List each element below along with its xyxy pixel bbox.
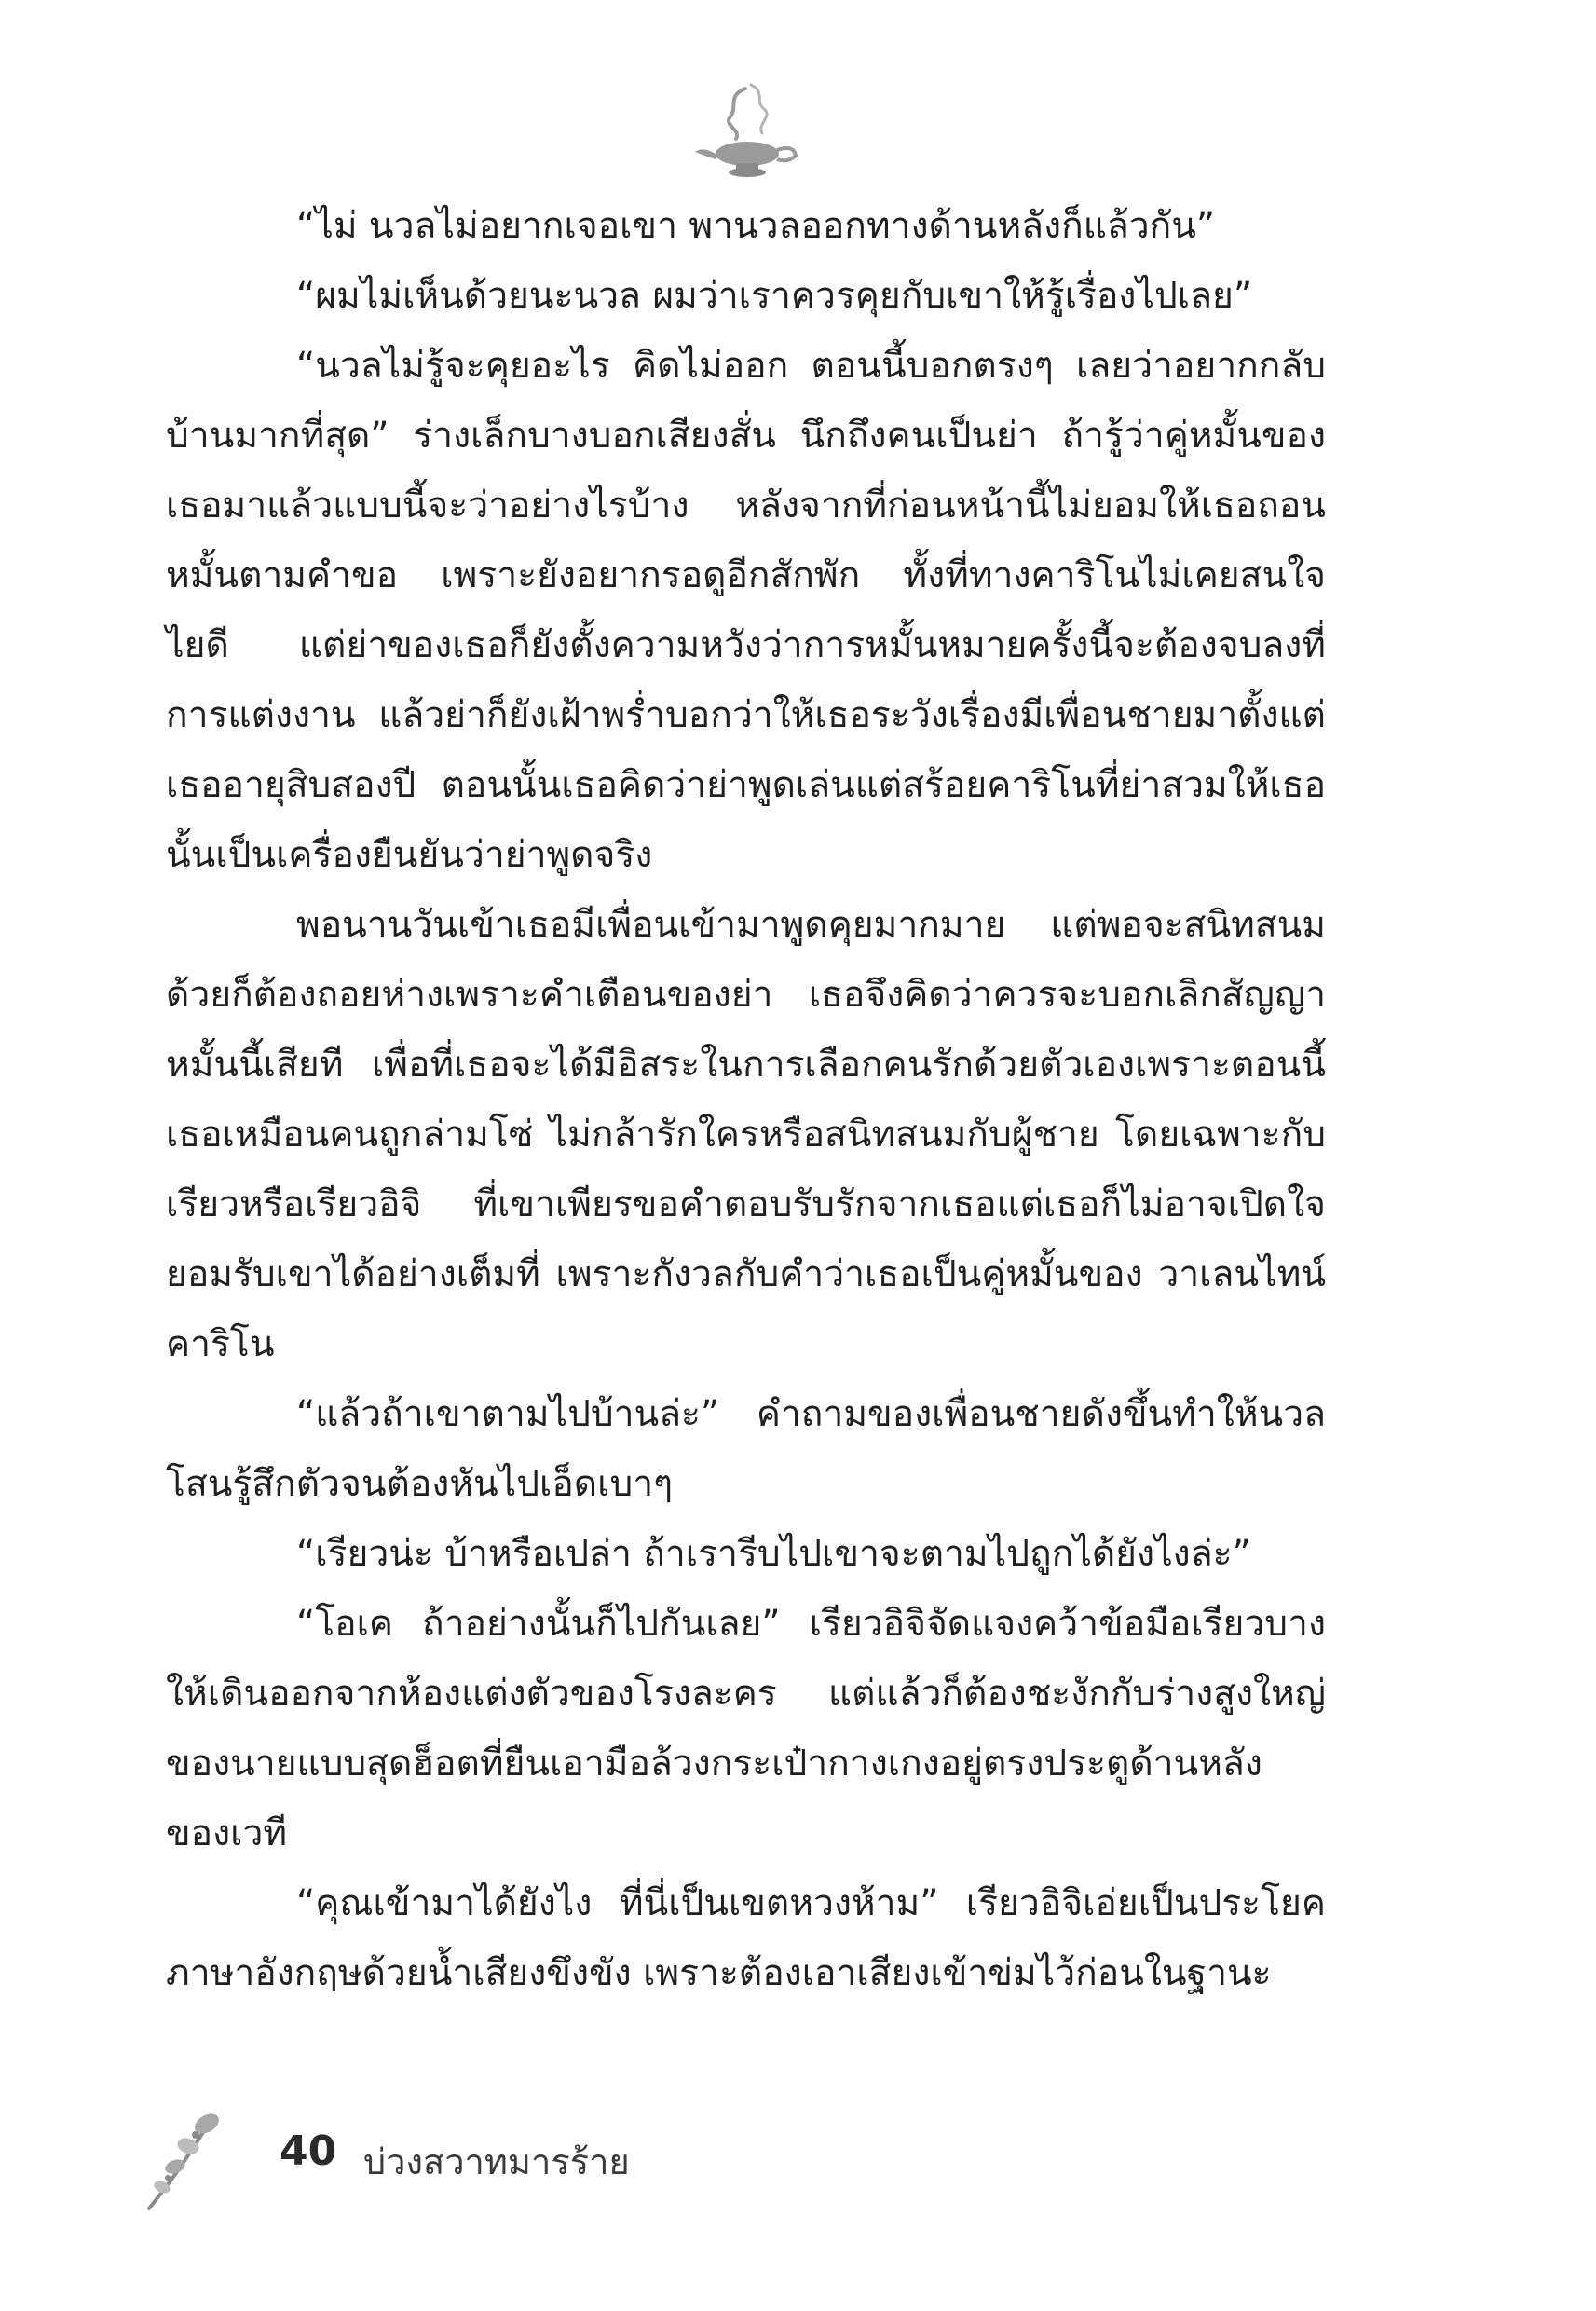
page-footer — [140, 2101, 792, 2213]
paragraph: “โอเค ถ้าอย่างนั้นก็ไปกันเลย” เรียวอิจิจัดแจงคว้าข้อมือเรียวบางให้เดินออกจากห้องแต่งตัวของโรงละคร แต่แล้วก็ต้องชะงักกับร่างสูงใหญ่ของนายแบบสุดฮ็อตที่ยืนเอามือล้วงกระเป๋ากางเกงอยู่ตรงประตูด้านหลังของเวที — [166, 1603, 1326, 1854]
paragraph: “นวลไม่รู้จะคุยอะไร คิดไม่ออก ตอนนี้บอกตรงๆ เลยว่าอยากกลับบ้านมากที่สุด” ร่างเล็กบางบอกเสียงสั่น นึกถึงคนเป็นย่า ถ้ารู้ว่าคู่หมั้นของเธอมาแล้วแบบนี้จะว่าอย่างไรบ้าง หลังจากที่ก่อนหน้านี้ไม่ยอมให้เธอถอนหมั้นตามคำขอ เพราะยังอยากรอดูอีกสักพัก ทั้งที่ทางคาริโนไม่เคยสนใจไยดี แต่ย่าของเธอก็ยังตั้งความหวังว่าการหมั้นหมายครั้งนี้จะต้องจบลงที่การแต่งงาน แล้วย่าก็ยังเฝ้าพร่ำบอกว่าให้เธอระวังเรื่องมีเพื่อนชายมาตั้งแต่เธออายุสิบสองปี ตอนนั้นเธอคิดว่าย่าพูดเล่นแต่สร้อยคาริโนที่ย่าสวมให้เธอนั้นเป็นเครื่องยืนยันว่าย่าพูดจริง — [166, 345, 1326, 876]
paragraph: พอนานวันเข้าเธอมีเพื่อนเข้ามาพูดคุยมากมาย แต่พอจะสนิทสนมด้วยก็ต้องถอยห่างเพราะคำเตือนของย่า เธอจึงคิดว่าควรจะบอกเลิกสัญญาหมั้นนี้เสียที เพื่อที่เธอจะได้มีอิสระในการเลือกคนรักด้วยตัวเองเพราะตอนนี้เธอเหมือนคนถูกล่ามโซ่ ไม่กล้ารักใครหรือสนิทสนมกับผู้ชาย โดยเฉพาะกับเรียวหรือเรียวอิจิ ที่เขาเพียรขอคำตอบรับรักจากเธอแต่เธอก็ไม่อาจเปิดใจยอมรับเขาได้อย่างเต็มที่ เพราะกังวลกับคำว่าเธอเป็นคู่หมั้นของ วาเลนไทน์ คาริโน — [166, 904, 1326, 1365]
paragraph: “คุณเข้ามาได้ยังไง ที่นี่เป็นเขตหวงห้าม” เรียวอิจิเอ่ยเป็นประโยคภาษาอังกฤษด้วยน้ำเสียงขึงขัง เพราะต้องเอาเสียงเข้าข่มไว้ก่อนในฐานะ — [166, 1882, 1326, 1994]
page-body — [166, 191, 1326, 2008]
page-number: 40 — [280, 2127, 337, 2175]
paragraph: “ผมไม่เห็นด้วยนะนวล ผมว่าเราควรคุยกับเขาให้รู้เรื่องไปเลย” — [296, 275, 1253, 317]
book-title: บ่วงสวาทมารร้าย — [363, 2141, 630, 2182]
paragraph: “เรียวน่ะ บ้าหรือเปล่า ถ้าเรารีบไปเขาจะตามไปถูกได้ยังไงล่ะ” — [296, 1533, 1251, 1575]
genie-lamp-icon — [689, 79, 801, 182]
paragraph: “แล้วถ้าเขาตามไปบ้านล่ะ” คำถามของเพื่อนชายดังขึ้นทำให้นวลโสนรู้สึกตัวจนต้องหันไปเอ็ดเบาๆ — [166, 1393, 1326, 1505]
paragraph: “ไม่ นวลไม่อยากเจอเขา พานวลออกทางด้านหลังก็แล้วกัน” — [296, 205, 1216, 247]
flower-branch-icon — [140, 2101, 261, 2213]
